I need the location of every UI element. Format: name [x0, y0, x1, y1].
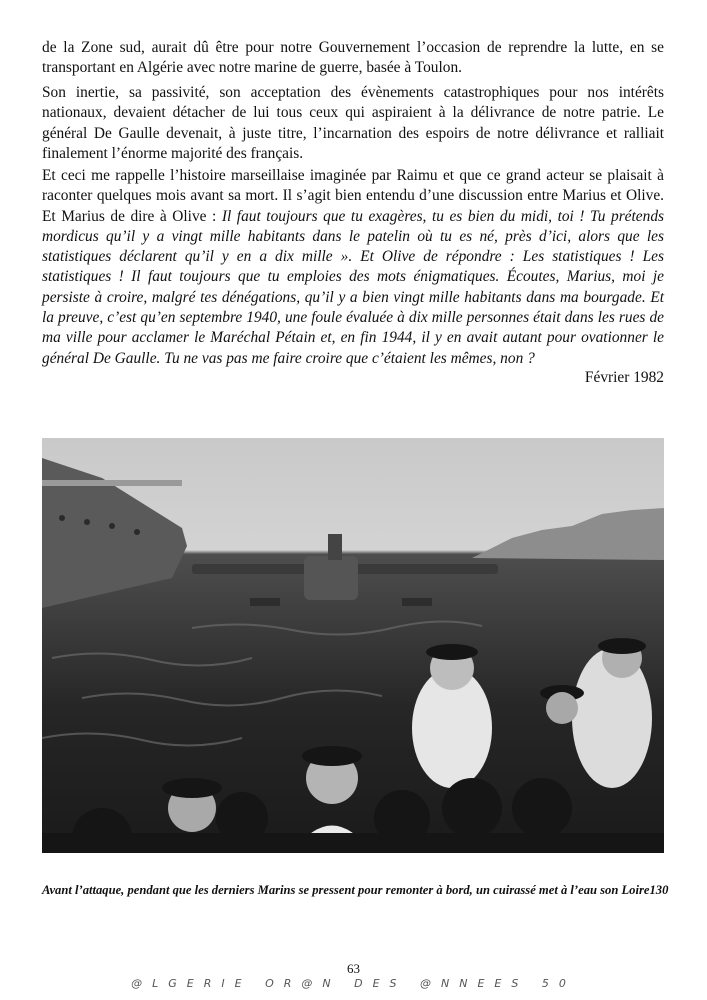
photo-seaplane-launch [42, 438, 664, 853]
photo-illustration [42, 438, 664, 853]
date-signature: Février 1982 [584, 369, 664, 386]
paragraph-3 [42, 166, 664, 369]
paragraph-1: de la Zone sud, aurait dû être pour notre Gouvernement l’occasion de reprendre la lutte, en se transportant en Algérie avec notre marine de guerre, basée à Toulon. [42, 39, 664, 77]
seaplane [192, 534, 498, 606]
paragraph-3-intro: Et ceci me rappelle l’histoire marseillaise imaginée par Raimu et que ce grand acteur se plaisait à raconter quelques mois avant sa mort. Il s’agit bien entendu d’une discussion entre Marius et Olive. Et Marius de dire à Olive : [42, 167, 664, 225]
running-footer: @LGERIE OR@N DES @NNEES 50 [131, 977, 576, 990]
paragraph-2: Son inertie, sa passivité, son acceptation des évènements catastrophiques pour nos intérêts nationaux, devaient détacher de lui tous ceux qui aspiraient à la délivrance de notre patrie. Le général De Gaulle devenait, à juste titre, l’incarnation des espoirs de notre délivrance et ralliait finalement l’énorme majorité des français. [42, 84, 664, 162]
sailors-crowd [42, 638, 664, 853]
paragraph-3-quote: Il faut toujours que tu exagères, tu es bien du midi, toi ! Tu prétends mordicus qu’il y a vingt mille habitants dans le patelin où tu es né, près d’ici, alors que les statistiques déclarent qu’il y en a dix mille ». Et Olive de répondre : Les statistiques ! Les statistiques ! Il faut toujours que tu emploies des mots énigmatiques. Écoutes, Marius, moi je persiste à croire, malgré tes dénégations, qu’il y a bien vingt mille habitants dans ma bourgade. Et la preuve, c’est qu’en septembre 1940, une foule évaluée à dix mille personnes était dans les rues de ma ville pour acclamer le Maréchal Pétain et, en fin 1944, il y en avait autant pour ovationner le général De Gaulle. Tu ne vas pas me faire croire que c’étaient les mêmes, non ? [42, 207, 664, 367]
page-number: 63 [347, 961, 360, 976]
ship-deck-rail [42, 480, 182, 486]
photo-caption: Avant l’attaque, pendant que les derniers Marins se pressent pour remonter à bord, un cuirassé met à l’eau son Loire130 [42, 883, 669, 897]
distant-hills [472, 508, 664, 560]
